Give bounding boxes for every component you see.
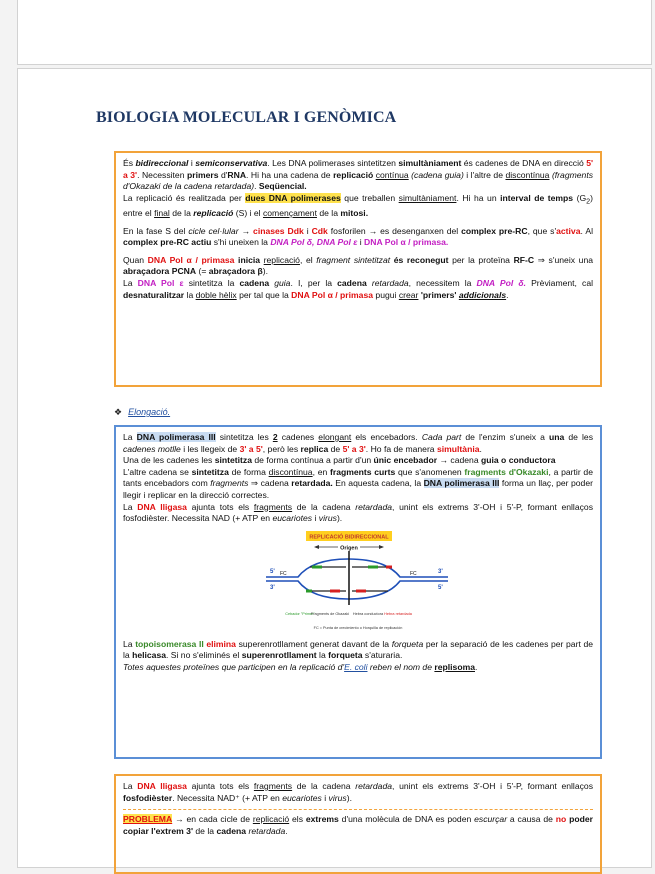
text: Prèviament, cal [525, 278, 594, 289]
text: és reconegut [390, 254, 449, 265]
text: de l'enzim s'uneix a [461, 432, 550, 442]
text: DNA Pol δ, DNA Pol ε [270, 237, 358, 248]
text: de la [169, 208, 194, 219]
primer-segment [330, 589, 340, 592]
text: dues DNA polimerases [245, 192, 341, 203]
text: simultània [436, 443, 480, 454]
text: E. coli [344, 661, 368, 672]
paragraph-leading [123, 455, 593, 467]
text: ⇒ s'uneix una [534, 254, 593, 265]
text: → en cada cicle de [172, 814, 253, 825]
text: cadenes motlle [123, 443, 181, 454]
text: la [184, 289, 196, 300]
text: DNA Pol α / primasa [147, 254, 235, 265]
text: una [549, 432, 565, 442]
text: virus [318, 513, 337, 524]
text: de la cadena [292, 781, 356, 791]
text: cadena [216, 825, 247, 836]
replication-fork-diagram [248, 529, 468, 637]
text: RNA [227, 169, 247, 180]
text: 2 [272, 432, 278, 442]
text: . Hi ha una cadena de [246, 169, 334, 180]
text: a causa de [507, 814, 556, 825]
text: superenrotllament [241, 650, 317, 661]
text: replicació [252, 814, 290, 825]
text: helicasa [132, 650, 166, 661]
text: (S) i el [233, 208, 263, 219]
paragraph-phase-s [123, 226, 593, 249]
text: ). [262, 266, 268, 277]
text: Totes aquestes proteïnes que participen en la replicació d' [123, 661, 345, 672]
text: de les [564, 432, 594, 442]
text: abraçadora β [208, 266, 263, 277]
text: DNA Pol α / primasa [291, 289, 374, 300]
text: guia [274, 278, 291, 289]
text: cadena [239, 278, 270, 289]
text: Cada part [421, 432, 462, 442]
paragraph-two-polymerases [123, 193, 593, 220]
diagram-footnote: FC = Punta de crecimiento o Horquilla de replicación [313, 625, 403, 630]
text: Una de les cadenes les [123, 455, 215, 466]
text: En aquesta cadena, la [332, 478, 424, 489]
text: simultàniament [398, 192, 457, 203]
paragraph-ligase [123, 502, 593, 525]
text: retardada [355, 781, 393, 791]
strand-end-label: 3' [270, 584, 275, 591]
text: La [123, 501, 138, 512]
diagram-banner: REPLICACIÓ BIDIRECCIONAL [309, 534, 389, 541]
text: retardada [355, 501, 393, 512]
text: forqueta [391, 638, 424, 649]
paragraph-problem [123, 814, 593, 837]
elongation-label: Elongació. [128, 407, 171, 417]
text: guia o conductora [481, 455, 556, 466]
text: . Necessiten [137, 169, 187, 180]
text: els encebadors. [351, 432, 422, 442]
text: La [123, 638, 136, 649]
text: cadena [337, 278, 367, 289]
text: DNA polimerasa III [423, 478, 500, 489]
text: , unint els extrems 3'-OH i 5'-P, formant enllaços [392, 781, 593, 791]
diamond-bullet-icon: ❖ [114, 407, 123, 417]
text: Ddk [287, 225, 304, 236]
text: desnaturalitzar [123, 289, 185, 300]
text: doble hèlix [195, 289, 237, 300]
text: 'primers' [418, 289, 459, 300]
text: topoisomerasa II [135, 638, 204, 649]
previous-page [17, 0, 652, 65]
text: replisoma [434, 661, 475, 672]
text: La [123, 278, 138, 289]
text: . [285, 825, 288, 836]
text: fragments [253, 781, 293, 791]
fork-label: FC [280, 570, 287, 577]
diagram-caption: Cebador "Primer" [285, 611, 315, 616]
text: DNA lligasa [137, 501, 187, 512]
primer-segment [312, 565, 322, 568]
fork-label: FC [410, 570, 417, 577]
text: d' [218, 169, 228, 180]
text: ) entre el [123, 192, 594, 219]
text: . I, per la [290, 278, 338, 289]
text: començament [262, 208, 317, 219]
text: d'una molècula de DNA es poden [338, 814, 475, 825]
text: replicació [193, 208, 234, 219]
text: únic encebador [373, 455, 438, 466]
text: DNA lligasa [137, 781, 187, 791]
paragraph-pol-iii [123, 432, 593, 455]
arrow-right-icon [379, 545, 384, 549]
text: ajunta tots els [186, 501, 254, 512]
diagram-caption: Hebra conductora [352, 611, 384, 616]
text: que treballen [340, 192, 399, 203]
document-page [17, 68, 652, 868]
text: En la fase S del [123, 225, 189, 236]
text: 2 [586, 197, 591, 206]
arrow-left-icon [314, 545, 319, 549]
text: . Al [580, 225, 593, 236]
text: . [475, 661, 478, 672]
text: de la [193, 825, 217, 836]
text: semiconservativa [195, 158, 268, 168]
text: → [238, 225, 254, 236]
text: eucariotes [272, 513, 313, 524]
text: i [357, 237, 365, 248]
text: fragments d'Okazaki [464, 466, 549, 477]
text: . Necessita NAD⁺ (+ ATP en [172, 792, 283, 803]
primer-segment [306, 589, 312, 592]
text: és cadenes de DNA en direcció [461, 158, 587, 168]
text: discontínua [505, 169, 550, 180]
text: 5' a 3' [123, 158, 594, 180]
text: , en [312, 466, 330, 477]
text: complex pre-RC actiu [123, 237, 212, 248]
text: ). [346, 792, 352, 803]
diagram-caption: Fragments de Okazaki [310, 611, 350, 616]
text: (cadena guia) [411, 169, 464, 180]
paragraph-ligase-2 [123, 781, 593, 804]
text: ⇒ cadena [248, 478, 292, 489]
text: , unint els extrems 3'-OH i 5'-P, formant enllaços fosfodièster. Necessita NAD (+ ATP en [123, 501, 593, 524]
text: replicació [263, 254, 300, 265]
text: . [506, 289, 509, 300]
text: Seqüencial. [258, 181, 307, 192]
text: (G [573, 192, 587, 203]
text: cicle cel·lular [188, 225, 239, 236]
text: de la cadena [292, 501, 356, 512]
elongation-box [114, 425, 602, 759]
text: , a partir de tants encebadors com [123, 466, 593, 489]
text: , necessitem la [408, 278, 477, 289]
paragraph-replisome [123, 662, 593, 674]
text: DNA Pol ε [137, 278, 184, 289]
text: fragments [253, 501, 293, 512]
text: de [328, 443, 343, 454]
text: fragment sintetitzat [316, 254, 391, 265]
text: no [555, 814, 567, 825]
paragraph-topoisomerase [123, 639, 593, 662]
text: . Ho fa de manera [365, 443, 437, 454]
text: . [479, 443, 482, 454]
text: crear [398, 289, 419, 300]
dashed-divider [123, 809, 593, 810]
text: cinases [253, 225, 285, 236]
text: , però les [262, 443, 301, 454]
text: elongant [318, 432, 352, 442]
text: sintetitza [191, 466, 229, 477]
text: activa [556, 225, 581, 236]
text: inicia [234, 254, 261, 265]
text: de forma [228, 466, 269, 477]
text: simultàniament [398, 158, 462, 168]
text: . Hi ha un [456, 192, 501, 203]
text: fosforilen → es desenganxen del [327, 225, 462, 236]
text: contínua [375, 169, 409, 180]
primer-segment [356, 589, 366, 592]
text: DNA Pol α / primasa. [364, 237, 449, 248]
text: . Si no s'eliminés el [166, 650, 242, 661]
text: replicació [333, 169, 374, 180]
text: virus [328, 792, 347, 803]
text: sintetitza la [183, 278, 240, 289]
paragraph-pol-epsilon [123, 278, 593, 301]
text: . Les DNA polimerases sintetitzen [267, 158, 399, 168]
text: Cdk [311, 225, 328, 236]
text: mitosi. [340, 208, 369, 219]
text: RF-C [513, 254, 535, 265]
text: la [316, 650, 329, 661]
text: 5' a 3' [342, 443, 366, 454]
text: de forma contínua a partir d'un [251, 455, 374, 466]
text: DNA polimerasa III [136, 432, 216, 442]
origin-label: Origen [340, 545, 358, 552]
text: És [123, 158, 136, 168]
text: (fragments d'Okazaki de la cadena retardada) [123, 169, 594, 192]
primer-segment [386, 565, 392, 568]
paragraph-lagging [123, 467, 593, 502]
text: pugui [373, 289, 399, 300]
text: discontínua [268, 466, 313, 477]
text: forma un llaç, per poder llegir i replicar en la direcció correctes. [123, 478, 593, 500]
text: Quan [123, 254, 148, 265]
text: retardada [248, 825, 286, 836]
text: , que s' [527, 225, 557, 236]
primer-segment [368, 565, 378, 568]
text: elimina [206, 638, 236, 649]
text: fosfodièster [123, 792, 173, 803]
text: forqueta [328, 650, 363, 661]
strand-end-label: 5' [438, 584, 443, 591]
text: sintetitza [214, 455, 252, 466]
text: fragments curts [330, 466, 396, 477]
text: i [303, 225, 312, 236]
text: sintetitza les [215, 432, 273, 442]
text: s'hi uneixen la [211, 237, 271, 248]
text: complex pre-RC [461, 225, 528, 236]
text: per la separació de les cadenes per part de la [123, 638, 594, 661]
page-title: BIOLOGIA MOLECULAR I GENÒMICA [96, 109, 397, 126]
text: retardada [371, 278, 409, 289]
text: La [123, 781, 138, 791]
text: La replicació és realitzada per [123, 192, 246, 203]
text: els [289, 814, 306, 825]
text: replica [300, 443, 329, 454]
text: ajunta tots els [186, 781, 254, 791]
text: s'aturaria. [362, 650, 403, 661]
text: i [321, 792, 329, 803]
text: addicionals [458, 289, 507, 300]
text: extrems [305, 814, 339, 825]
text: i l'altre de [463, 169, 506, 180]
text: bidireccional [135, 158, 189, 168]
text: reben el nom de [367, 661, 435, 672]
strand-end-label: 3' [438, 568, 443, 575]
text: ). [336, 513, 343, 524]
text: La [123, 432, 137, 442]
text: per tal que la [236, 289, 292, 300]
text: (= [196, 266, 209, 277]
text: → cadena [437, 455, 481, 466]
text: 3' a 5' [239, 443, 263, 454]
paragraph-primase [123, 255, 593, 278]
elongation-heading [114, 407, 170, 418]
text: per la proteïna [448, 254, 514, 265]
text: abraçadora PCNA [123, 266, 197, 277]
text: i [312, 513, 319, 524]
text: i les llegeix de [180, 443, 240, 454]
text: cadenes [277, 432, 319, 442]
text: interval de temps [500, 192, 574, 203]
strand-end-label: 5' [270, 568, 275, 575]
problem-label: PROBLEMA [123, 814, 173, 825]
text: escurçar [474, 814, 508, 825]
text: que s'anomenen [395, 466, 465, 477]
text: retardada. [291, 478, 333, 489]
text: primers [186, 169, 219, 180]
text: de la [316, 208, 341, 219]
text: , el [299, 254, 317, 265]
text: i [188, 158, 196, 168]
ligase-problem-box [114, 774, 602, 874]
replication-summary-box [114, 151, 602, 387]
text: eucariotes [282, 792, 322, 803]
text: fragments [210, 478, 249, 489]
top-parent-strand [266, 559, 448, 577]
text: L'altre cadena se [123, 466, 192, 477]
text: DNA Pol δ. [476, 278, 526, 289]
text: final [154, 208, 170, 219]
text: superenrotllament generat davant de la [235, 638, 392, 649]
text: . [254, 181, 259, 192]
paragraph-bidirectional [123, 158, 593, 193]
text: poder copiar l'extrem 3' [123, 814, 593, 836]
diagram-caption: Hebra retardada [384, 611, 412, 616]
